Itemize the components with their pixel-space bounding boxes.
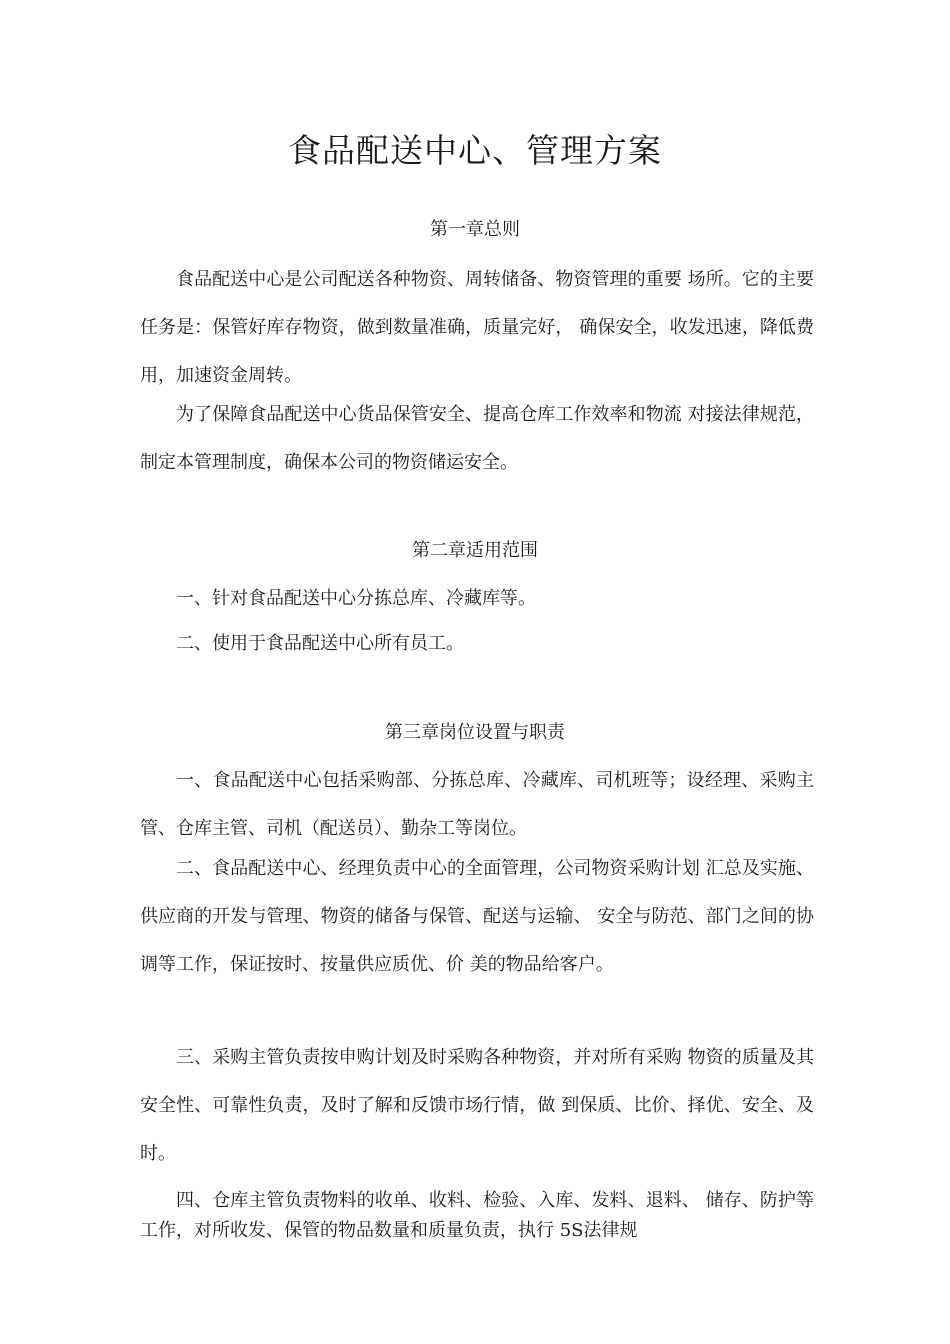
chapter3-paragraph-4: 四、仓库主管负责物料的收单、收料、检验、入库、发料、退料、 储存、防护等工作，对所收发、保管的物品数量和质量负责，执行 5S法律规: [140, 1190, 814, 1241]
chapter1-paragraph-2: 为了保障食品配送中心货品保管安全、提高仓库工作效率和物流 对接法律规范，制定本管理制度，确保本公司的物资储运安全。: [140, 404, 814, 473]
chapter3-heading: 第三章岗位设置与职责: [385, 722, 565, 743]
chapter1-heading: 第一章总则: [430, 219, 520, 240]
chapter1-paragraph-1: 食品配送中心是公司配送各种物资、周转储备、物资管理的重要 场所。它的主要任务是：保管好库存物资，做到数量准确，质量完好， 确保安全，收发迅速，降低费用，加速资金周转。: [140, 269, 814, 386]
document-title: 食品配送中心、管理方案: [288, 131, 662, 170]
chapter3-paragraph-3: 三、采购主管负责按申购计划及时采购各种物资，并对所有采购 物资的质量及其安全性、可靠性负责，及时了解和反馈市场行情，做 到保质、比价、择优、安全、及时。: [140, 1047, 814, 1164]
chapter2-item-1: 一、针对食品配送中心分拣总库、冷藏库等。: [176, 588, 536, 609]
chapter3-paragraph-1: 一、食品配送中心包括采购部、分拣总库、冷藏库、司机班等；设经理、采购主管、仓库主管、司机（配送员）、勤杂工等岗位。: [140, 770, 814, 839]
chapter2-item-2: 二、使用于食品配送中心所有员工。: [176, 633, 464, 654]
chapter3-paragraph-2: 二、食品配送中心、经理负责中心的全面管理，公司物资采购计划 汇总及实施、供应商的开发与管理、物资的储备与保管、配送与运输、 安全与防范、部门之间的协调等工作，保证按时、按量供应质优、价 美的物品给客户。: [140, 858, 814, 975]
chapter2-heading: 第二章适用范围: [412, 540, 538, 561]
